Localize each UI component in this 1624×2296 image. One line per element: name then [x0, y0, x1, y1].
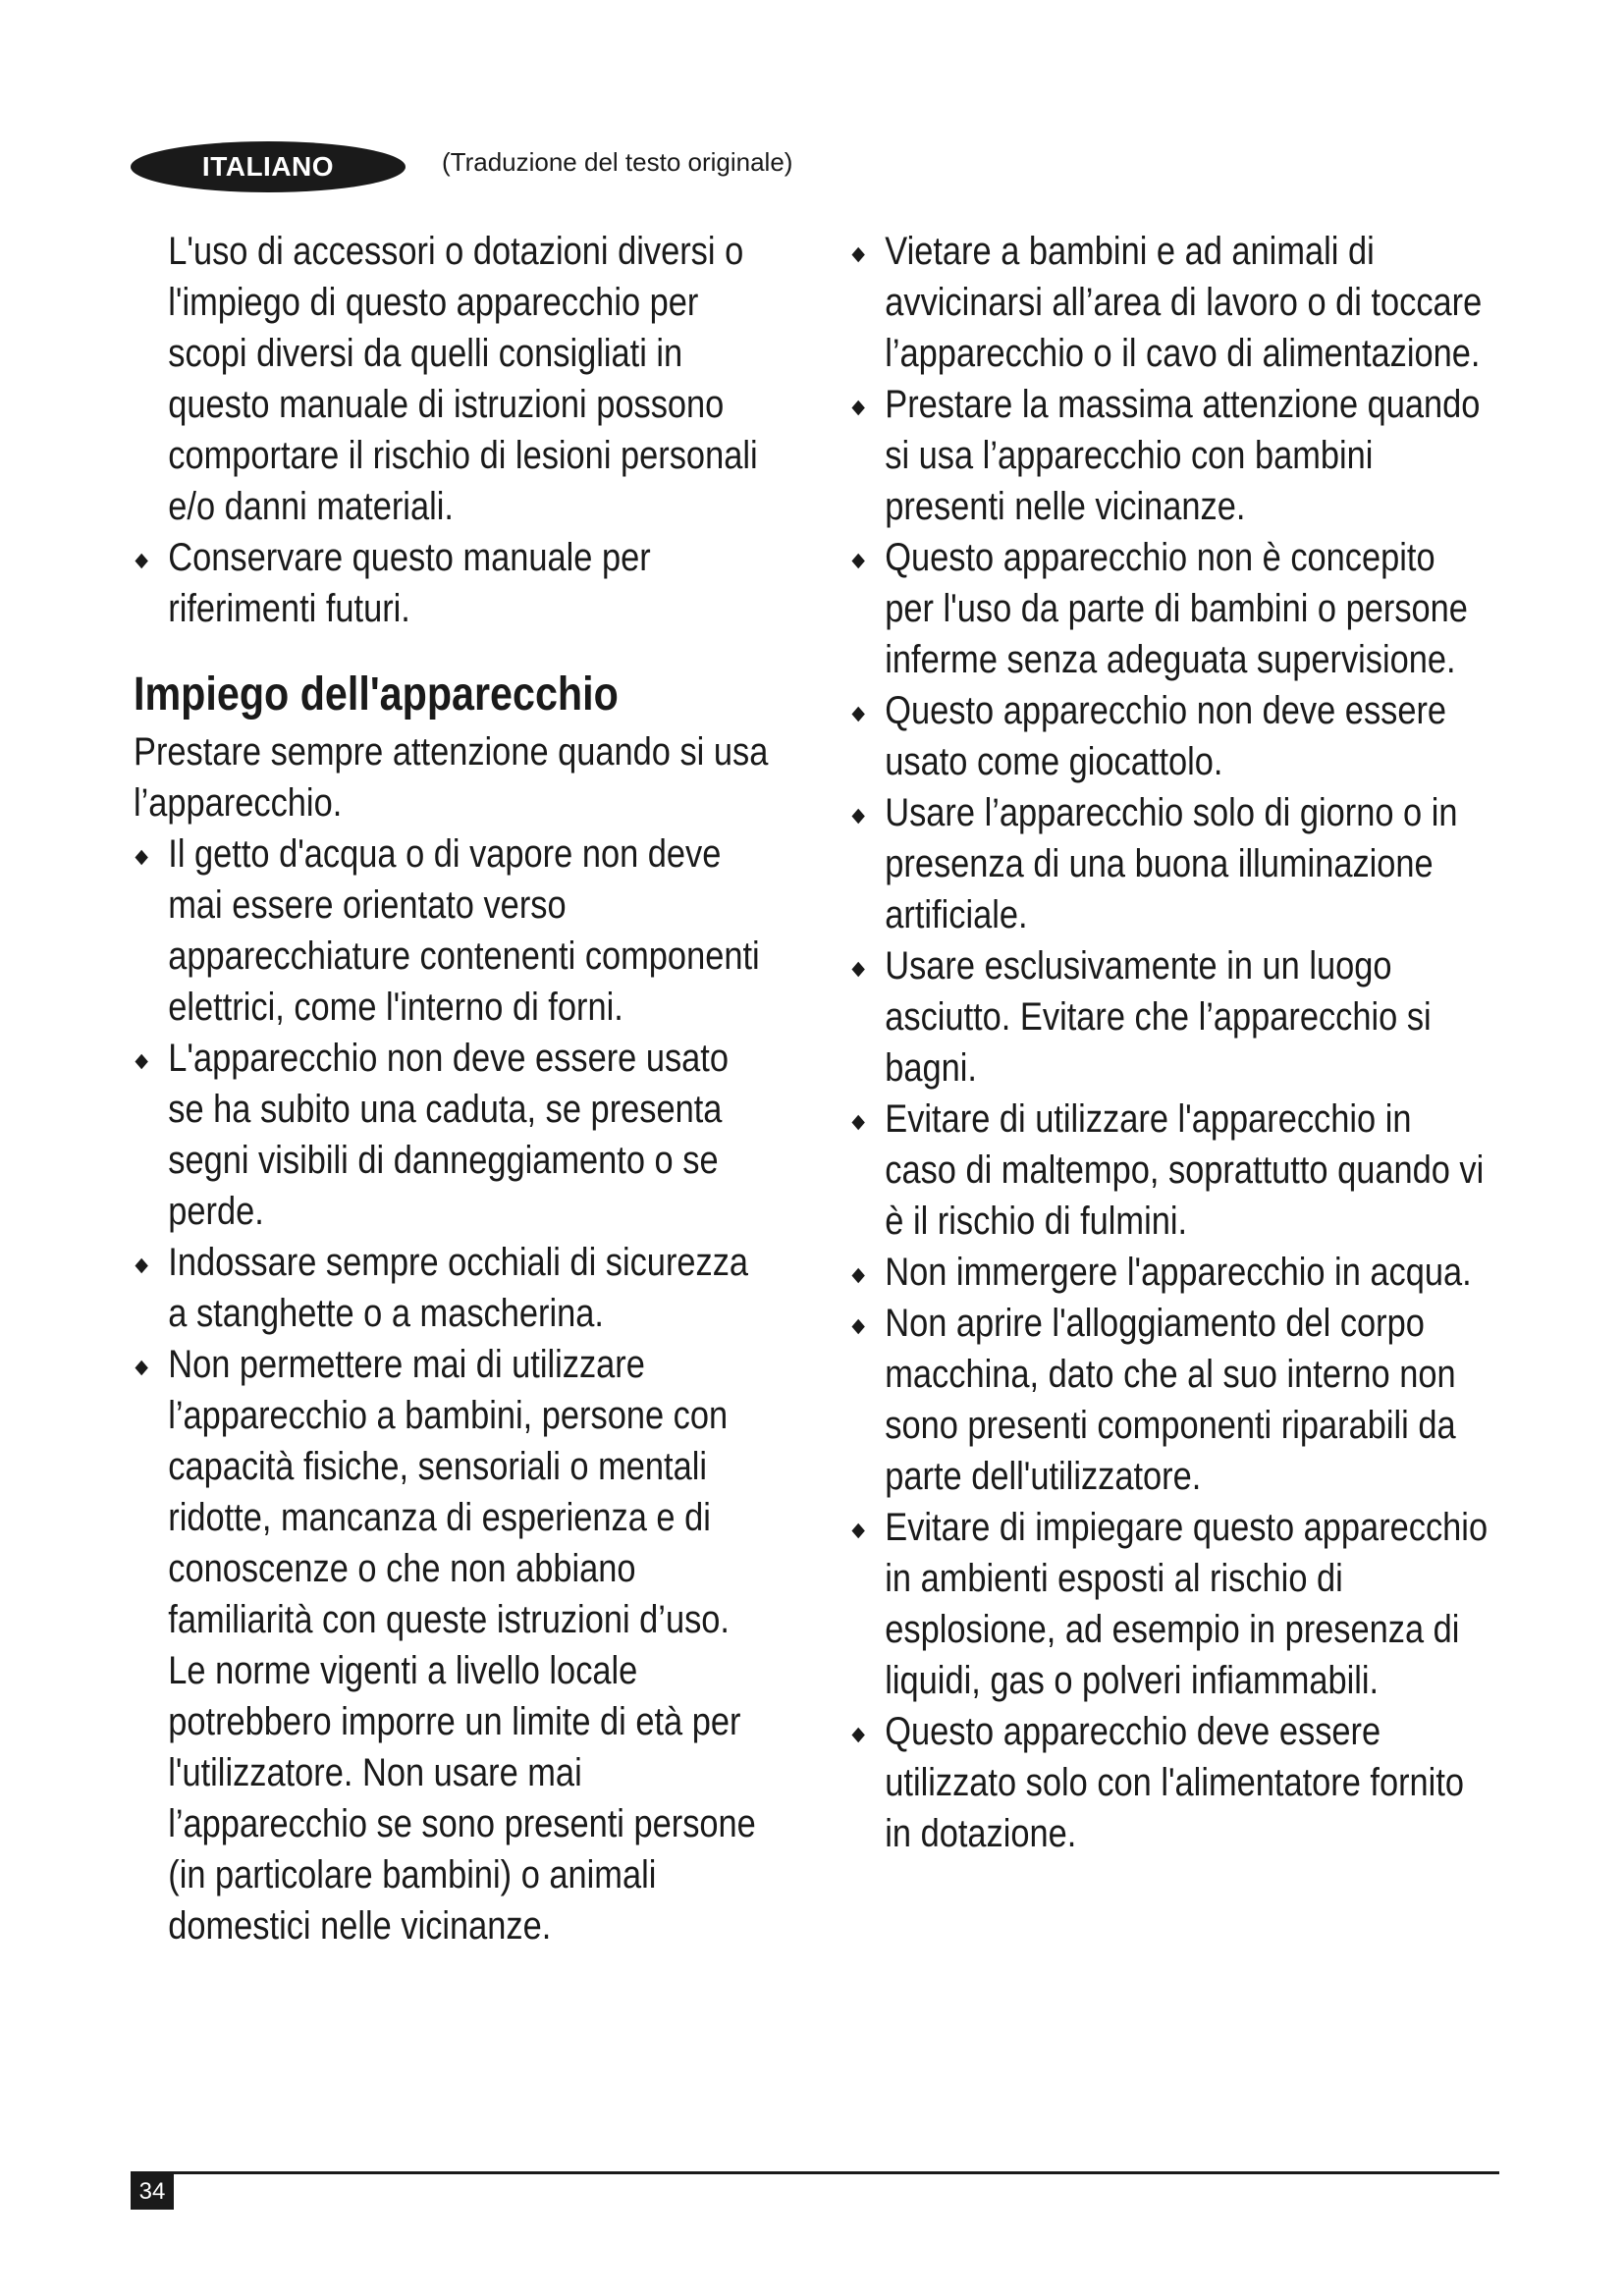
translation-note: (Traduzione del testo originale): [442, 147, 793, 177]
list-item-text: Usare l’apparecchio solo di giorno o in presenza di una buona illuminazione artificiale.: [885, 791, 1458, 936]
list-item: [134, 828, 772, 1033]
list-item-text: Evitare di utilizzare l'apparecchio in caso di maltempo, soprattutto quando vi è il rischio di fulmini.: [885, 1097, 1485, 1243]
list-item: [850, 379, 1492, 532]
list-item: [134, 1033, 772, 1237]
list-item: [850, 532, 1492, 685]
diamond-bullet-icon: [135, 554, 147, 569]
list-item: [850, 1298, 1492, 1502]
diamond-bullet-icon: [135, 1361, 147, 1376]
language-badge: [131, 141, 406, 192]
list-item-text: Usare esclusivamente in un luogo asciutto. Evitare che l’apparecchio si bagni.: [885, 944, 1432, 1090]
list-item-text: Non permettere mai di utilizzare l’apparecchio a bambini, persone con capacità fisiche, sensoriali o mentali ridotte, mancanza di esperienza e di conoscenze o che non abbiano familiarità con queste istruzioni d’uso. Le norme vigenti a livello locale potrebbero imporre un limite di età per l'utilizzatore. Non usare mai l’apparecchio se sono presenti persone (in particolare bambini) o animali domestici nelle vicinanze.: [168, 1343, 756, 1948]
list-item-text: Questo apparecchio non deve essere usato come giocattolo.: [885, 689, 1447, 783]
page-number: 34: [131, 2174, 174, 2210]
footer-divider: [131, 2171, 1499, 2174]
list-item-text: Evitare di impiegare questo apparecchio in ambienti esposti al rischio di esplosione, ad esempio in presenza di liquidi, gas o polveri infiammabili.: [885, 1506, 1489, 1702]
diamond-bullet-icon: [851, 962, 864, 978]
list-item: [134, 1237, 772, 1339]
diamond-bullet-icon: [851, 1728, 864, 1743]
list-item: [850, 1247, 1492, 1298]
right-column: [850, 226, 1492, 1859]
language-label: ITALIANO: [201, 151, 335, 182]
list-item: [850, 1094, 1492, 1247]
diamond-bullet-icon: [851, 554, 864, 569]
diamond-bullet-icon: [851, 400, 864, 416]
bullet-list-section: [134, 828, 772, 1951]
bullet-list-right: [850, 226, 1492, 1859]
list-item-text: Il getto d'acqua o di vapore non deve mai essere orientato verso apparecchiature contenenti componenti elettrici, come l'interno di forni.: [168, 832, 760, 1029]
list-item-text: Questo apparecchio deve essere utilizzato solo con l'alimentatore fornito in dotazione.: [885, 1710, 1465, 1855]
list-item-text: Non aprire l'alloggiamento del corpo macchina, dato che al suo interno non sono presenti componenti riparabili da parte dell'utilizzatore.: [885, 1302, 1456, 1498]
list-item: [134, 1339, 772, 1951]
section-heading: Impiego dell'apparecchio: [134, 668, 619, 721]
diamond-bullet-icon: [135, 850, 147, 866]
diamond-bullet-icon: [851, 707, 864, 722]
list-item: [850, 685, 1492, 787]
list-item-text: Conservare questo manuale per riferimenti futuri.: [168, 536, 651, 630]
list-item-text: Vietare a bambini e ad animali di avvicinarsi all’area di lavoro o di toccare l’apparecchio o il cavo di alimentazione.: [885, 230, 1483, 375]
bullet-list-top: [134, 532, 772, 634]
diamond-bullet-icon: [851, 1319, 864, 1335]
list-item: [850, 226, 1492, 379]
list-item-text: Questo apparecchio non è concepito per l'uso da parte di bambini o persone inferme senza adeguata supervisione.: [885, 536, 1468, 681]
diamond-bullet-icon: [851, 247, 864, 263]
diamond-bullet-icon: [851, 1523, 864, 1539]
list-item-text: Indossare sempre occhiali di sicurezza a stanghette o a mascherina.: [168, 1241, 749, 1335]
diamond-bullet-icon: [135, 1054, 147, 1070]
diamond-bullet-icon: [851, 1268, 864, 1284]
list-item: [850, 940, 1492, 1094]
diamond-bullet-icon: [851, 1115, 864, 1131]
list-item-text: Non immergere l'apparecchio in acqua.: [885, 1251, 1472, 1294]
diamond-bullet-icon: [851, 809, 864, 825]
list-item: [850, 1502, 1492, 1706]
list-item: [850, 1706, 1492, 1859]
list-item: [850, 787, 1492, 940]
diamond-bullet-icon: [135, 1258, 147, 1274]
list-item-text: L'apparecchio non deve essere usato se ha subito una caduta, se presenta segni visibili di danneggiamento o se perde.: [168, 1037, 730, 1233]
section-intro: Prestare sempre attenzione quando si usa l’apparecchio.: [134, 730, 769, 825]
list-item-text: Prestare la massima attenzione quando si usa l’apparecchio con bambini presenti nelle vicinanze.: [885, 383, 1481, 528]
intro-paragraph: L'uso di accessori o dotazioni diversi o l'impiego di questo apparecchio per scopi diversi da quelli consigliati in questo manuale di istruzioni possono comportare il rischio di lesioni personali e/o danni materiali.: [168, 230, 758, 528]
left-column: [134, 226, 772, 1951]
list-item: [134, 532, 772, 634]
